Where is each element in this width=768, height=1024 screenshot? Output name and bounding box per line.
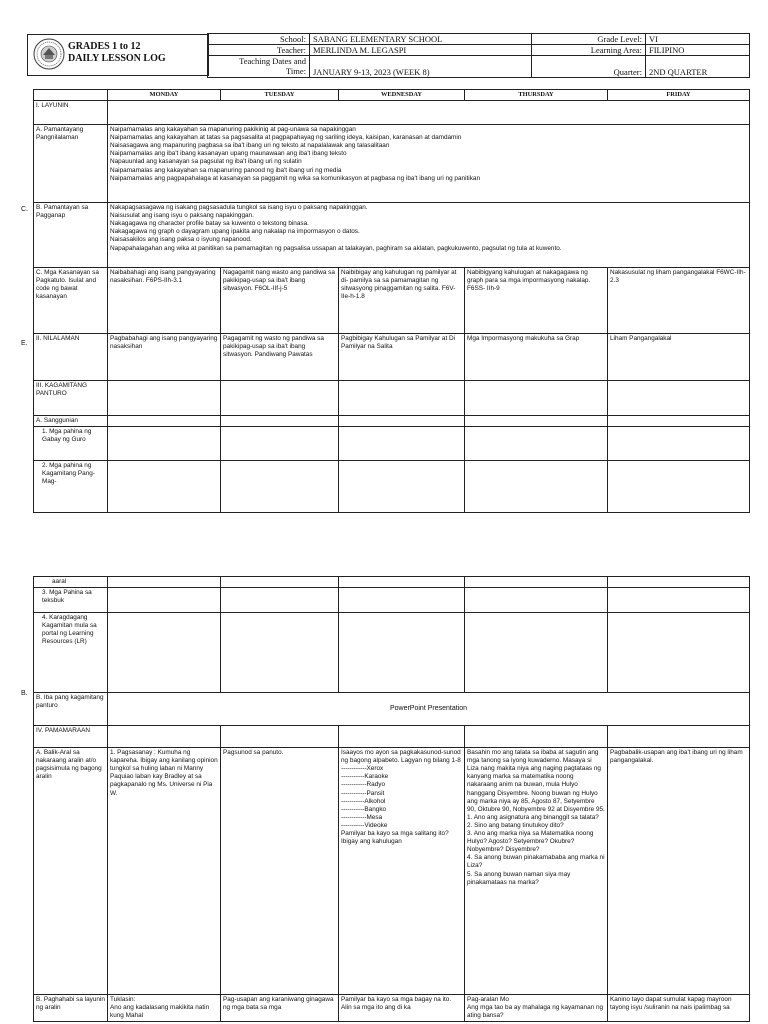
balik-aral-tuesday: Pagsunod sa panuto. xyxy=(221,748,339,995)
kagamitang-mag-label: 2. Mga pahina ng Kagamitang Pang-Mag- xyxy=(34,461,108,513)
balik-aral-label: A. Balik-Aral sa nakaraang aralin at/o pagsisimula ng bagong aralin xyxy=(34,748,108,995)
kasanayan-label: C. Mga Kasanayan sa Pagkatuto. Isulat and code ng bawat kasanayan xyxy=(34,268,108,334)
aaral-label: aaral xyxy=(34,577,108,588)
nilalaman-monday: Pagbabahagi ang isang pangyayaring nasaksihan xyxy=(108,334,221,381)
pp-line: Naipamamalas ang kakayahan at tatas sa pagsasalita at pagpapahayag ng sariling ideya, kaisipan, karanasan at damdamin xyxy=(110,134,462,142)
pamamaraan-friday xyxy=(608,726,750,748)
aaral-thursday xyxy=(465,577,608,588)
kagamitang-mag-friday xyxy=(608,461,750,513)
kagamitang-mag-wednesday xyxy=(339,461,465,513)
pp-line: Naipamamalas ang pagpapahalaga at kasanayan sa paggamit ng wika sa komunikasyon at pagbasa ng iba't ibang uri ng panitikan xyxy=(110,174,480,182)
pg-line: Nakagagawa ng character profile batay sa kuwento o tekstong binasa. xyxy=(110,220,309,228)
quarter-value: 2ND QUARTER xyxy=(646,56,750,78)
aaral-tuesday xyxy=(221,577,339,588)
learning-area-value: FILIPINO xyxy=(646,45,750,56)
paghahabi-label: B. Paghahabi sa layunin ng aralin xyxy=(34,995,108,1022)
pamamaraan-thursday xyxy=(465,726,608,748)
pg-line: Naisusulat ang isang isyu o paksang napakinggan. xyxy=(110,212,254,220)
day-header-friday: FRIDAY xyxy=(608,90,750,101)
day-header-tuesday: TUESDAY xyxy=(221,90,339,101)
school-value: SABANG ELEMENTARY SCHOOL xyxy=(310,34,532,45)
teacher-value: MERLINDA M. LEGASPI xyxy=(310,45,532,56)
karagdagang-label: 4. Karagdagang Kagamitan mula sa portal ng Learning Resources (LR) xyxy=(34,613,108,693)
kasanayan-tuesday: Nagagamit nang wasto ang pandiwa sa pakikipag-usap sa iba't ibang sitwasyon. F6OL-IIf-j-5 xyxy=(221,268,339,334)
pamantayan-pagganap-label: B. Pamantayan sa Pagganap xyxy=(34,203,108,268)
pamamaraan-label: IV. PAMAMARAAN xyxy=(34,726,108,748)
teksbuk-thursday xyxy=(465,588,608,613)
pamantayang-pangnilalaman-content xyxy=(108,125,750,203)
teaching-dates-label xyxy=(208,56,310,78)
nilalaman-tuesday: Pagagamit ng wasto ng pandiwa sa pakikipag-usap sa iba't ibang sitwasyon. Pandiwang Pawatas xyxy=(221,334,339,381)
header-title-box xyxy=(27,34,209,76)
pp-line: Naipamamalas ang kakayahan sa mapanuring pakikinig at pag-unawa sa napakinggan xyxy=(110,126,356,134)
kagamitan-label: III. KAGAMITANG PANTURO xyxy=(34,381,108,416)
balik-aral-monday: 1. Pagsasanay : Kumuha ng kapareha. Ibigay ang kanilang opinion tungkol sa huling laban ni Manny Paquiao laban kay Bradley at sa pagkapanalo ng Ms. Universe ni Pia W. xyxy=(108,748,221,995)
kagamitang-mag-monday xyxy=(108,461,221,513)
pamamaraan-wednesday xyxy=(339,726,465,748)
gabay-thursday xyxy=(465,427,608,461)
balik-aral-wednesday: Isaayos mo ayon sa pagkakasunod-sunod ng bagong alpabeto. Lagyan ng bilang 1-8 ------------Xerox -----------Karaoke ------------Radyo ------------Pansit -----------Alkohol -----------Bangko ------------Mesa -----------Videoke Pamilyar ba kayo sa mga salitang ito? Ibigay ang kahulugan xyxy=(339,748,465,995)
pamamaraan-tuesday xyxy=(221,726,339,748)
pamamaraan-monday xyxy=(108,726,221,748)
kagamitang-mag-thursday xyxy=(465,461,608,513)
day-header-wednesday: WEDNESDAY xyxy=(339,90,465,101)
side-letter-b: B. xyxy=(21,690,28,697)
header-info-table xyxy=(207,33,750,78)
balik-aral-thursday: Basahin mo ang talata sa ibaba at sagutin ang mga tanong sa iyong kuwaderno. Masaya si Liza nang makita niya ang naging pagtataas ng kanyang marka sa matematika noong nakaraang anim na buwan, mula Hulyo hanggang Disyembre. Noong buwan ng Hulyo ang marka niya ay 85, Agosto 87, Setyembre 90, Oktubre 90, Nobyembre 92 at Disyembre 95. 1. Ano ang asignatura ang binanggit sa talata? 2. Sino ang batang tinutukoy dito? 3. Ano ang marka niya sa Matematika noong Hulyo? Agosto? Setyembre? Okubre? Nobyembre? Disyembre? 4. Sa anong buwan pinakamababa ang marka ni Liza? 5. Sa anong buwan naman siya may pinakamataas na marka? xyxy=(465,748,608,995)
kagamitang-mag-tuesday xyxy=(221,461,339,513)
title-line-2: DAILY LESSON LOG xyxy=(68,53,166,64)
gabay-friday xyxy=(608,427,750,461)
pg-line: Nakagagawa ng graph o dayagram upang ipakita ang nakalap na impormasyon o datos. xyxy=(110,228,360,236)
learning-area-label: Learning Area: xyxy=(532,45,646,56)
kasanayan-wednesday: Naibibigay ang kahulugan ng pamilyar at di- pamilya sa sa pamamagitan ng sitwasyong pinaggamitan ng salita. F6V-IIe-h-1.8 xyxy=(339,268,465,334)
pg-line: Napapahalagahan ang wika at panitikan sa pamamagitan ng pagsalisa ussapan at talakayan, paghiram sa aklatan, pagkukuwento, pagsulat ng tula at kuwento. xyxy=(110,244,562,252)
nilalaman-thursday: Mga Impormasyong makukuha sa Grap xyxy=(465,334,608,381)
teksbuk-tuesday xyxy=(221,588,339,613)
sanggunian-label: A. Sanggunian xyxy=(34,416,108,427)
deped-seal-icon xyxy=(33,38,65,70)
aaral-friday xyxy=(608,577,750,588)
paghahabi-thursday: Pag-aralan Mo Ang mga tao ba ay mahalaga ng kayamanan ng ating bansa? xyxy=(465,995,608,1022)
paghahabi-monday: Tuklasin: Ano ang kadalasang makikita natin kung Mahal xyxy=(108,995,221,1022)
teksbuk-friday xyxy=(608,588,750,613)
title-line-1: GRADES 1 to 12 xyxy=(68,41,141,52)
aaral-wednesday xyxy=(339,577,465,588)
pamantayang-pangnilalaman-label: A. Pamantayang Pangnilalaman xyxy=(34,125,108,203)
nilalaman-wednesday: Pagbibigay Kahulugan sa Pamilyar at Di Pamilyar na Salita xyxy=(339,334,465,381)
teaching-dates-label-line1: Teaching Dates and xyxy=(239,56,306,66)
karagdagang-wednesday xyxy=(339,613,465,693)
pp-line: Naipamamalas ang iba't ibang kasanayan upang maunawaan ang iba't ibang teksto xyxy=(110,150,347,158)
teksbuk-label: 3. Mga Pahina sa teksbuk xyxy=(34,588,108,613)
gabay-wednesday xyxy=(339,427,465,461)
teksbuk-monday xyxy=(108,588,221,613)
pp-line: Naipamamalas ang kakayahan sa mapanuring panood ng iba't ibang uri ng media xyxy=(110,166,342,174)
paghahabi-wednesday: Pamilyar ba kayo sa mga bagay na ito. Alin sa mga ito ang di ka xyxy=(339,995,465,1022)
gabay-label: 1. Mga pahina ng Gabay ng Guro xyxy=(34,427,108,461)
teacher-label: Teacher: xyxy=(208,45,310,56)
kasanayan-thursday: Nabibigyang kahulugan at nakagagawa ng graph para sa mga impormasyong nakalap. F6SS- IIh-9 xyxy=(465,268,608,334)
kagamitan-wednesday xyxy=(339,381,465,416)
pp-line: Naisasagawa ang mapanuring pagbasa sa iba't ibang uri ng teksto at napalalawak ang talasalitaan xyxy=(110,142,390,150)
teaching-dates-label-line2: Time: xyxy=(285,66,306,76)
side-letter-c: C. xyxy=(21,206,28,213)
paghahabi-tuesday: Pag-usapan ang karaniwang ginagawa ng mga bata sa mga xyxy=(221,995,339,1022)
grade-level-value: VI xyxy=(646,34,750,45)
sanggunian-wednesday xyxy=(339,416,465,427)
gabay-monday xyxy=(108,427,221,461)
aaral-monday xyxy=(108,577,221,588)
lesson-log-table-top xyxy=(33,89,750,513)
lesson-log-table-bottom xyxy=(33,576,750,1022)
pp-line: Napauunlad ang kasanayan sa pagsulat ng iba't ibang uri ng sulatin xyxy=(110,158,302,166)
karagdagang-thursday xyxy=(465,613,608,693)
layunin-heading: I. LAYUNIN xyxy=(34,101,108,125)
kasanayan-monday: Naibabahagi ang isang pangyayaring nasaksihan. F6PS-IIh-3.1 xyxy=(108,268,221,334)
day-header-blank xyxy=(34,90,108,101)
grade-level-label: Grade Level: xyxy=(532,34,646,45)
pg-line: Nakapagsasagawa ng isakang pagsasadula tungkol sa isang isyu o paksang napakinggan. xyxy=(110,204,368,212)
teksbuk-wednesday xyxy=(339,588,465,613)
kagamitan-tuesday xyxy=(221,381,339,416)
layunin-content xyxy=(108,101,750,125)
sanggunian-tuesday xyxy=(221,416,339,427)
karagdagang-tuesday xyxy=(221,613,339,693)
kagamitan-thursday xyxy=(465,381,608,416)
nilalaman-label: II. NILALAMAN xyxy=(34,334,108,381)
day-header-thursday: THURSDAY xyxy=(465,90,608,101)
balik-aral-friday: Pagbabalik-usapan ang iba't ibang uri ng liham pangangalakal. xyxy=(608,748,750,995)
sanggunian-friday xyxy=(608,416,750,427)
kagamitan-monday xyxy=(108,381,221,416)
day-header-monday: MONDAY xyxy=(108,90,221,101)
karagdagang-monday xyxy=(108,613,221,693)
side-letter-e: E. xyxy=(21,340,28,347)
paghahabi-friday: Kanino tayo dapat sumulat kapag mayroon tayong isyu /suliranin na nais ipalimbag sa xyxy=(608,995,750,1022)
nilalaman-friday: Liham Pangangalakal xyxy=(608,334,750,381)
iba-pang-label: B. Iba pang kagamitang panturo xyxy=(34,693,108,726)
kasanayan-friday: Nakasusulat ng liham pangangalakal F6WC-IIh-2.3 xyxy=(608,268,750,334)
powerpoint-cell: PowerPoint Presentation xyxy=(108,693,750,726)
page-title xyxy=(68,41,166,65)
karagdagang-friday xyxy=(608,613,750,693)
kagamitan-friday xyxy=(608,381,750,416)
pg-line: Naisasakilos ang isang paksa o isyung napanood. xyxy=(110,236,252,244)
quarter-label: Quarter: xyxy=(532,56,646,78)
gabay-tuesday xyxy=(221,427,339,461)
sanggunian-thursday xyxy=(465,416,608,427)
teaching-dates-value: JANUARY 9-13, 2023 (WEEK 8) xyxy=(310,56,532,78)
school-label: School: xyxy=(208,34,310,45)
pamantayan-pagganap-content xyxy=(108,203,750,268)
sanggunian-monday xyxy=(108,416,221,427)
